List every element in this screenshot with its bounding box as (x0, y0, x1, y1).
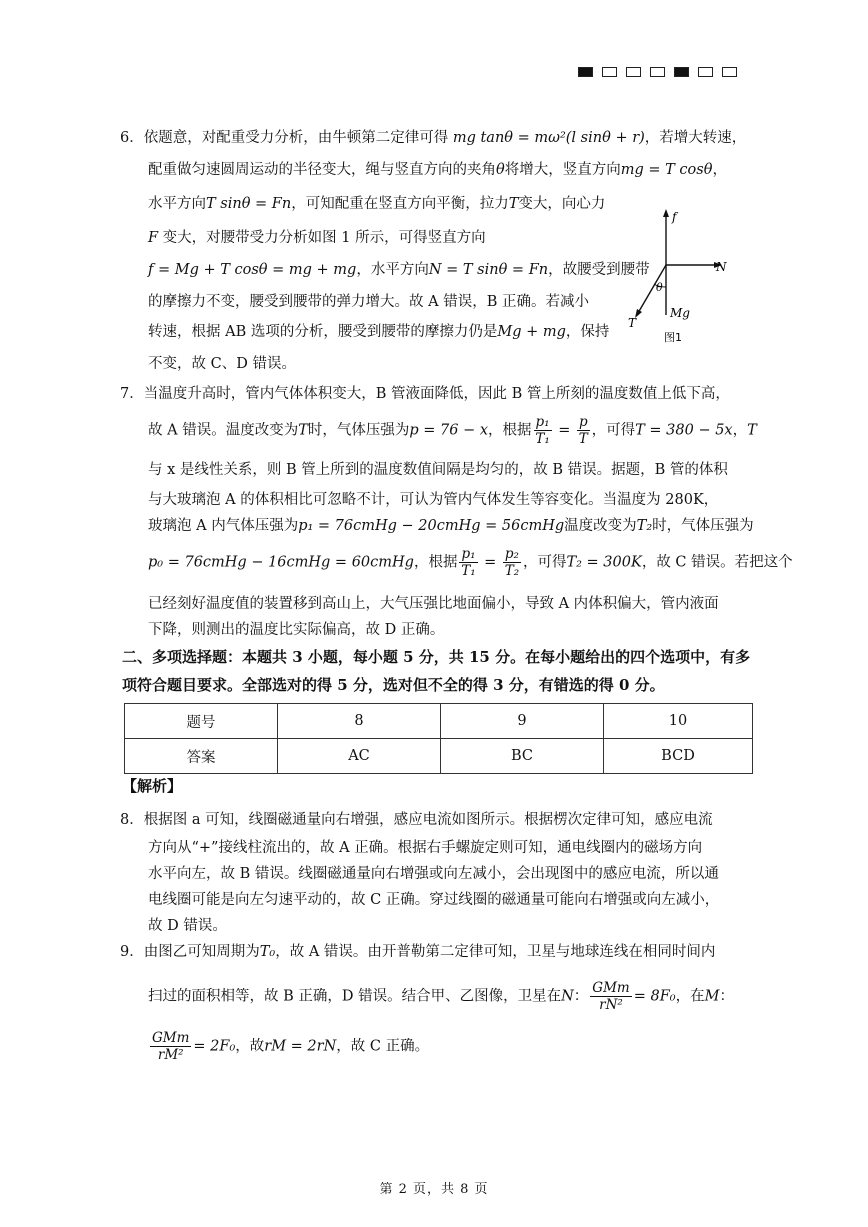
text: 故 A 错误。温度改变为 (148, 422, 299, 439)
section-2-heading: 二、多项选择题：本题共 3 小题，每小题 5 分，共 15 分。在每小题给出的四个选项中，有多 (122, 648, 751, 666)
formula: N = T sinθ = Fn (428, 262, 549, 278)
header-mark (674, 67, 689, 77)
fraction (534, 414, 552, 447)
q6-line-1 (120, 126, 746, 147)
formula: mg tanθ = mω²(l sinθ + r) (452, 130, 645, 146)
text: 依题意，对配重受力分析，由牛顿第二定律可得 (143, 130, 449, 146)
section-2-heading-cont: 项符合题目要求。全部选对的得 5 分，选对但不全的得 3 分，有错选的得 0 分。 (122, 676, 665, 694)
text: 配重做匀速圆周运动的半径变大，绳与竖直方向的夹角 (148, 162, 496, 178)
text: 根据图 a 可知，线圈磁通量向右增强，感应电流如图所示。根据楞次定律可知，感应电流 (143, 812, 713, 828)
header-mark (602, 67, 617, 77)
formula: p₀ = 76cmHg − 16cmHg = 60cmHg (148, 554, 414, 571)
q7-line-3: 与 x 是线性关系，则 B 管上所到的温度数值间隔是均匀的，故 B 错误。据题，B 管的体积 (148, 462, 728, 478)
text: ，水平方向 (356, 262, 429, 278)
formula: Mg + mg (497, 324, 566, 340)
formula: T (298, 422, 308, 439)
text: ，根据 (413, 554, 458, 571)
q7-line-8: 下降，则测出的温度比实际偏高，故 D 正确。 (148, 622, 445, 638)
text: 由图乙可知周期为 (143, 944, 260, 960)
table-cell: 9 (441, 704, 604, 739)
text: ，若增大转速， (644, 130, 747, 146)
text: ，故 C 正确。 (336, 1038, 430, 1055)
numerator: GMm (592, 980, 630, 996)
text: ，可知配重在竖直方向平衡，拉力 (291, 196, 509, 212)
table-cell: 题号 (125, 704, 278, 739)
table-cell: 8 (278, 704, 441, 739)
fraction (150, 1030, 191, 1063)
fraction (577, 414, 590, 447)
q8-line-2: 方向从“+”接线柱流出的，故 A 正确。根据右手螺旋定则可知，通电线圈内的磁场方向 (148, 840, 703, 856)
q8-line-1 (120, 808, 713, 829)
force-label-t: T (628, 316, 637, 330)
denominator: T₂ (504, 563, 520, 579)
formula: f = Mg + T cosθ = mg + mg (148, 262, 357, 278)
q7-line-6 (148, 546, 793, 579)
q6-line-8: 不变，故 C、D 错误。 (148, 356, 296, 372)
angle-label: θ (656, 281, 663, 294)
question-number: 8． (120, 812, 144, 828)
denominator: rM² (157, 1047, 184, 1063)
text: = (553, 422, 575, 439)
text: ，根据 (488, 422, 532, 439)
text: ，故 C 错误。若把这个 (641, 554, 793, 571)
header-mark (722, 67, 737, 77)
q6-line-5 (148, 258, 650, 279)
text: 转速，根据 AB 选项的分析，腰受到腰带的摩擦力仍是 (148, 324, 498, 340)
text: ，故腰受到腰带 (548, 262, 650, 278)
q7-line-5 (148, 514, 754, 535)
formula: p = 76 − x (409, 422, 489, 439)
formula: T = 380 − 5x (635, 422, 733, 439)
table-cell: 答案 (125, 739, 278, 774)
numerator: p (578, 414, 588, 430)
denominator: T (578, 431, 588, 447)
formula: T (508, 196, 519, 212)
text: ， (712, 162, 727, 178)
text: 当温度升高时，管内气体体积变大，B 管液面降低，因此 B 管上所刻的温度数值上低下高， (143, 386, 730, 402)
figure-caption: 图1 (664, 331, 682, 344)
page-footer: 第 2 页，共 8 页 (379, 1182, 489, 1197)
force-label-f: f (672, 210, 677, 224)
text: 玻璃泡 A 内气体压强为 (148, 518, 299, 534)
q9-line-1 (120, 940, 715, 961)
header-marks (578, 67, 737, 77)
q6-line-3 (148, 192, 605, 213)
formula: = 2F₀ (193, 1038, 236, 1055)
text: 扫过的面积相等，故 B 正确，D 错误。结合甲、乙图像，卫星在 (148, 988, 562, 1005)
text: ，可得 (591, 422, 636, 439)
formula: = 8F₀ (633, 988, 676, 1005)
text: ，在 (675, 988, 705, 1005)
q8-line-5: 故 D 错误。 (148, 918, 227, 934)
q7-line-7: 已经刻好温度值的装置移到高山上，大气压强比地面偏小，导致 A 内体积偏大，管内液面 (148, 596, 719, 612)
fraction (503, 546, 521, 579)
answer-table (124, 703, 753, 774)
denominator: T₁ (461, 563, 476, 579)
formula: rM = 2rN (264, 1038, 337, 1055)
text: 变大，对腰带受力分析如图 1 所示，可得竖直方向 (158, 230, 486, 246)
table-row (125, 739, 753, 774)
q9-line-3 (148, 1030, 429, 1063)
fraction (590, 980, 631, 1013)
q6-line-2 (148, 158, 727, 179)
text: ，保持 (565, 324, 610, 340)
header-mark (698, 67, 713, 77)
numerator: p₁ (535, 414, 550, 430)
q6-line-4 (148, 226, 486, 247)
numerator: GMm (152, 1030, 190, 1046)
formula: T (747, 422, 757, 439)
q7-line-2 (148, 414, 757, 447)
question-number: 6． (120, 130, 144, 146)
force-label-mg: Mg (670, 306, 690, 320)
q9-line-2 (148, 980, 734, 1013)
text: 将增大，竖直方向 (504, 162, 621, 178)
formula: F (148, 230, 159, 246)
formula: T sinθ = Fn (206, 196, 292, 212)
denominator: T₁ (535, 431, 550, 447)
formula: N (561, 988, 574, 1005)
formula: p₁ = 76cmHg − 20cmHg = 56cmHg (298, 518, 565, 534)
text: ： (719, 988, 734, 1005)
formula: M (704, 988, 720, 1005)
text: 时，气体压强为 (307, 422, 410, 439)
question-number: 9． (120, 944, 144, 960)
q6-line-6: 的摩擦力不变，腰受到腰带的弹力增大。故 A 错误，B 正确。若减小 (148, 294, 589, 310)
q8-line-4: 电线圈可能是向左匀速平动的，故 C 正确。穿过线圈的磁通量可能向右增强或向左减小， (148, 892, 720, 908)
q8-line-3: 水平向左，故 B 错误。线圈磁通量向右增强或向左减小，会出现图中的感应电流，所以通 (148, 866, 719, 882)
text: 变大，向心力 (518, 196, 606, 212)
q7-line-1 (120, 382, 730, 403)
text: ，故 A 错误。由开普勒第二定律可知，卫星与地球连线在相同时间内 (275, 944, 716, 960)
header-mark (626, 67, 641, 77)
text: 时，气体压强为 (652, 518, 754, 534)
formula: θ (496, 162, 505, 178)
formula: T₂ = 300K (566, 554, 642, 571)
text: ： (573, 988, 589, 1005)
numerator: p₂ (504, 546, 519, 562)
text: ，故 (235, 1038, 265, 1055)
fraction (459, 546, 477, 579)
q6-line-7 (148, 320, 609, 341)
header-mark (578, 67, 593, 77)
table-cell: BC (441, 739, 604, 774)
text: 水平方向 (148, 196, 206, 212)
text: = (479, 554, 501, 571)
formula: T₀ (259, 944, 276, 960)
formula: T₂ (636, 518, 653, 534)
denominator: rN² (599, 997, 623, 1013)
text: 温度改变为 (564, 518, 637, 534)
analysis-heading: 【解析】 (122, 777, 183, 795)
table-cell: 10 (604, 704, 753, 739)
text: ， (732, 422, 748, 439)
header-mark (650, 67, 665, 77)
force-label-n: N (716, 260, 727, 274)
table-cell: AC (278, 739, 441, 774)
q7-line-4: 与大玻璃泡 A 的体积相比可忽略不计，可认为管内气体发生等容变化。当温度为 280K， (148, 492, 719, 508)
numerator: p₁ (461, 546, 476, 562)
formula: mg = T cosθ (620, 162, 713, 178)
question-number: 7． (120, 386, 144, 402)
text: ，可得 (522, 554, 567, 571)
table-cell: BCD (604, 739, 753, 774)
force-diagram-figure (608, 205, 748, 350)
table-row (125, 704, 753, 739)
